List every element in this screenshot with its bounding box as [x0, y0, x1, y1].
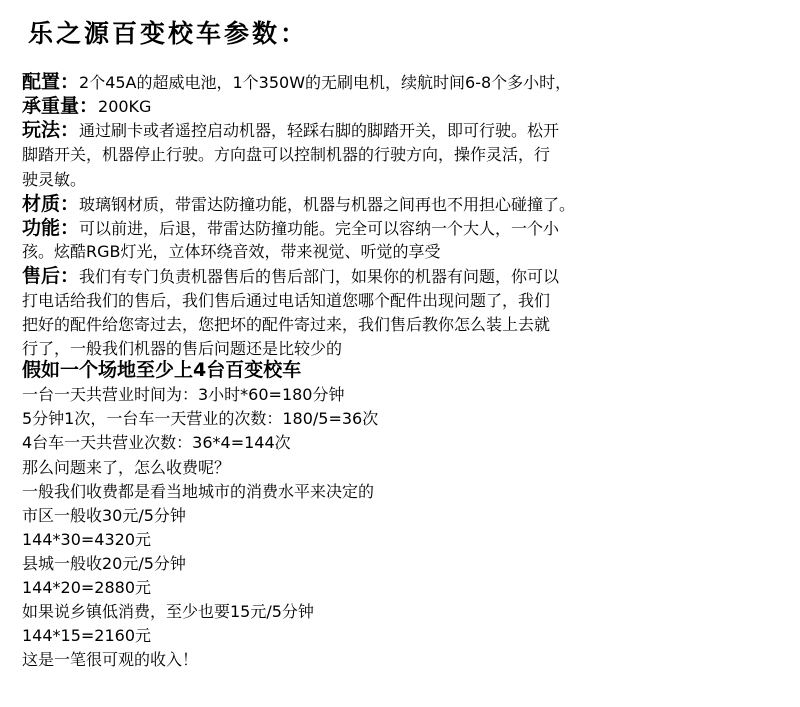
calc-line: 144*30=4320元 — [22, 530, 152, 549]
spec-material-text: 玻璃钢材质，带雷达防撞功能，机器与机器之间再也不用担心碰撞了。 — [79, 195, 576, 214]
spec-material — [22, 192, 575, 217]
spec-load — [22, 94, 151, 119]
spec-material-label: 材质： — [22, 193, 80, 215]
calc-line: 这是一笔很可观的收入！ — [22, 650, 199, 669]
calc-line: 144*15=2160元 — [22, 626, 152, 645]
calc-line: 那么问题来了，怎么收费呢？ — [22, 458, 231, 477]
spec-play-line: 驶灵敏。 — [22, 170, 87, 189]
calc-line: 144*20=2880元 — [22, 578, 152, 597]
calc-line: 4台车一天共营业次数：36*4=144次 — [22, 433, 291, 452]
spec-function-line: 孩。炫酷RGB灯光，立体环绕音效，带来视觉、听觉的享受 — [22, 242, 441, 261]
spec-function — [22, 216, 559, 241]
spec-after-sales-line: 把好的配件给您寄过去，您把坏的配件寄过来，我们售后教你怎么装上去就 — [22, 315, 551, 334]
calc-line: 县城一般收20元/5分钟 — [22, 554, 186, 573]
spec-config-text: 2个45A的超威电池，1个350W的无刷电机，续航时间6-8个多小时， — [79, 73, 572, 92]
spec-play-text: 通过刷卡或者遥控启动机器，轻踩右脚的脚踏开关，即可行驶。松开 — [79, 121, 560, 140]
spec-play-line: 脚踏开关，机器停止行驶。方向盘可以控制机器的行驶方向，操作灵活，行 — [22, 145, 551, 164]
spec-after-sales-label: 售后： — [22, 265, 80, 287]
calc-line: 市区一般收30元/5分钟 — [22, 506, 186, 525]
spec-load-label: 承重量： — [22, 95, 99, 117]
calc-heading: 假如一个场地至少上4台百变校车 — [22, 359, 302, 381]
spec-play-label: 玩法： — [22, 119, 80, 141]
spec-function-label: 功能： — [22, 217, 80, 239]
calc-line: 一台一天共营业时间为：3小时*60=180分钟 — [22, 385, 345, 404]
spec-config — [22, 70, 571, 95]
calc-line: 一般我们收费都是看当地城市的消费水平来决定的 — [22, 482, 375, 501]
spec-after-sales-line: 行了，一般我们机器的售后问题还是比较少的 — [22, 339, 343, 358]
spec-after-sales-line: 打电话给我们的售后，我们售后通过电话知道您哪个配件出现问题了，我们 — [22, 291, 551, 310]
spec-config-label: 配置： — [22, 71, 80, 93]
spec-after-sales-text: 我们有专门负责机器售后的售后部门，如果你的机器有问题，你可以 — [79, 267, 560, 286]
calc-line: 如果说乡镇低消费，至少也要15元/5分钟 — [22, 602, 314, 621]
calc-line: 5分钟1次，一台车一天营业的次数：180/5=36次 — [22, 409, 379, 428]
spec-load-text: 200KG — [98, 97, 152, 116]
document-title: 乐之源百变校车参数： — [28, 19, 309, 48]
spec-after-sales — [22, 264, 559, 289]
spec-play — [22, 118, 559, 143]
spec-function-text: 可以前进，后退，带雷达防撞功能。完全可以容纳一个大人，一个小 — [79, 219, 560, 238]
